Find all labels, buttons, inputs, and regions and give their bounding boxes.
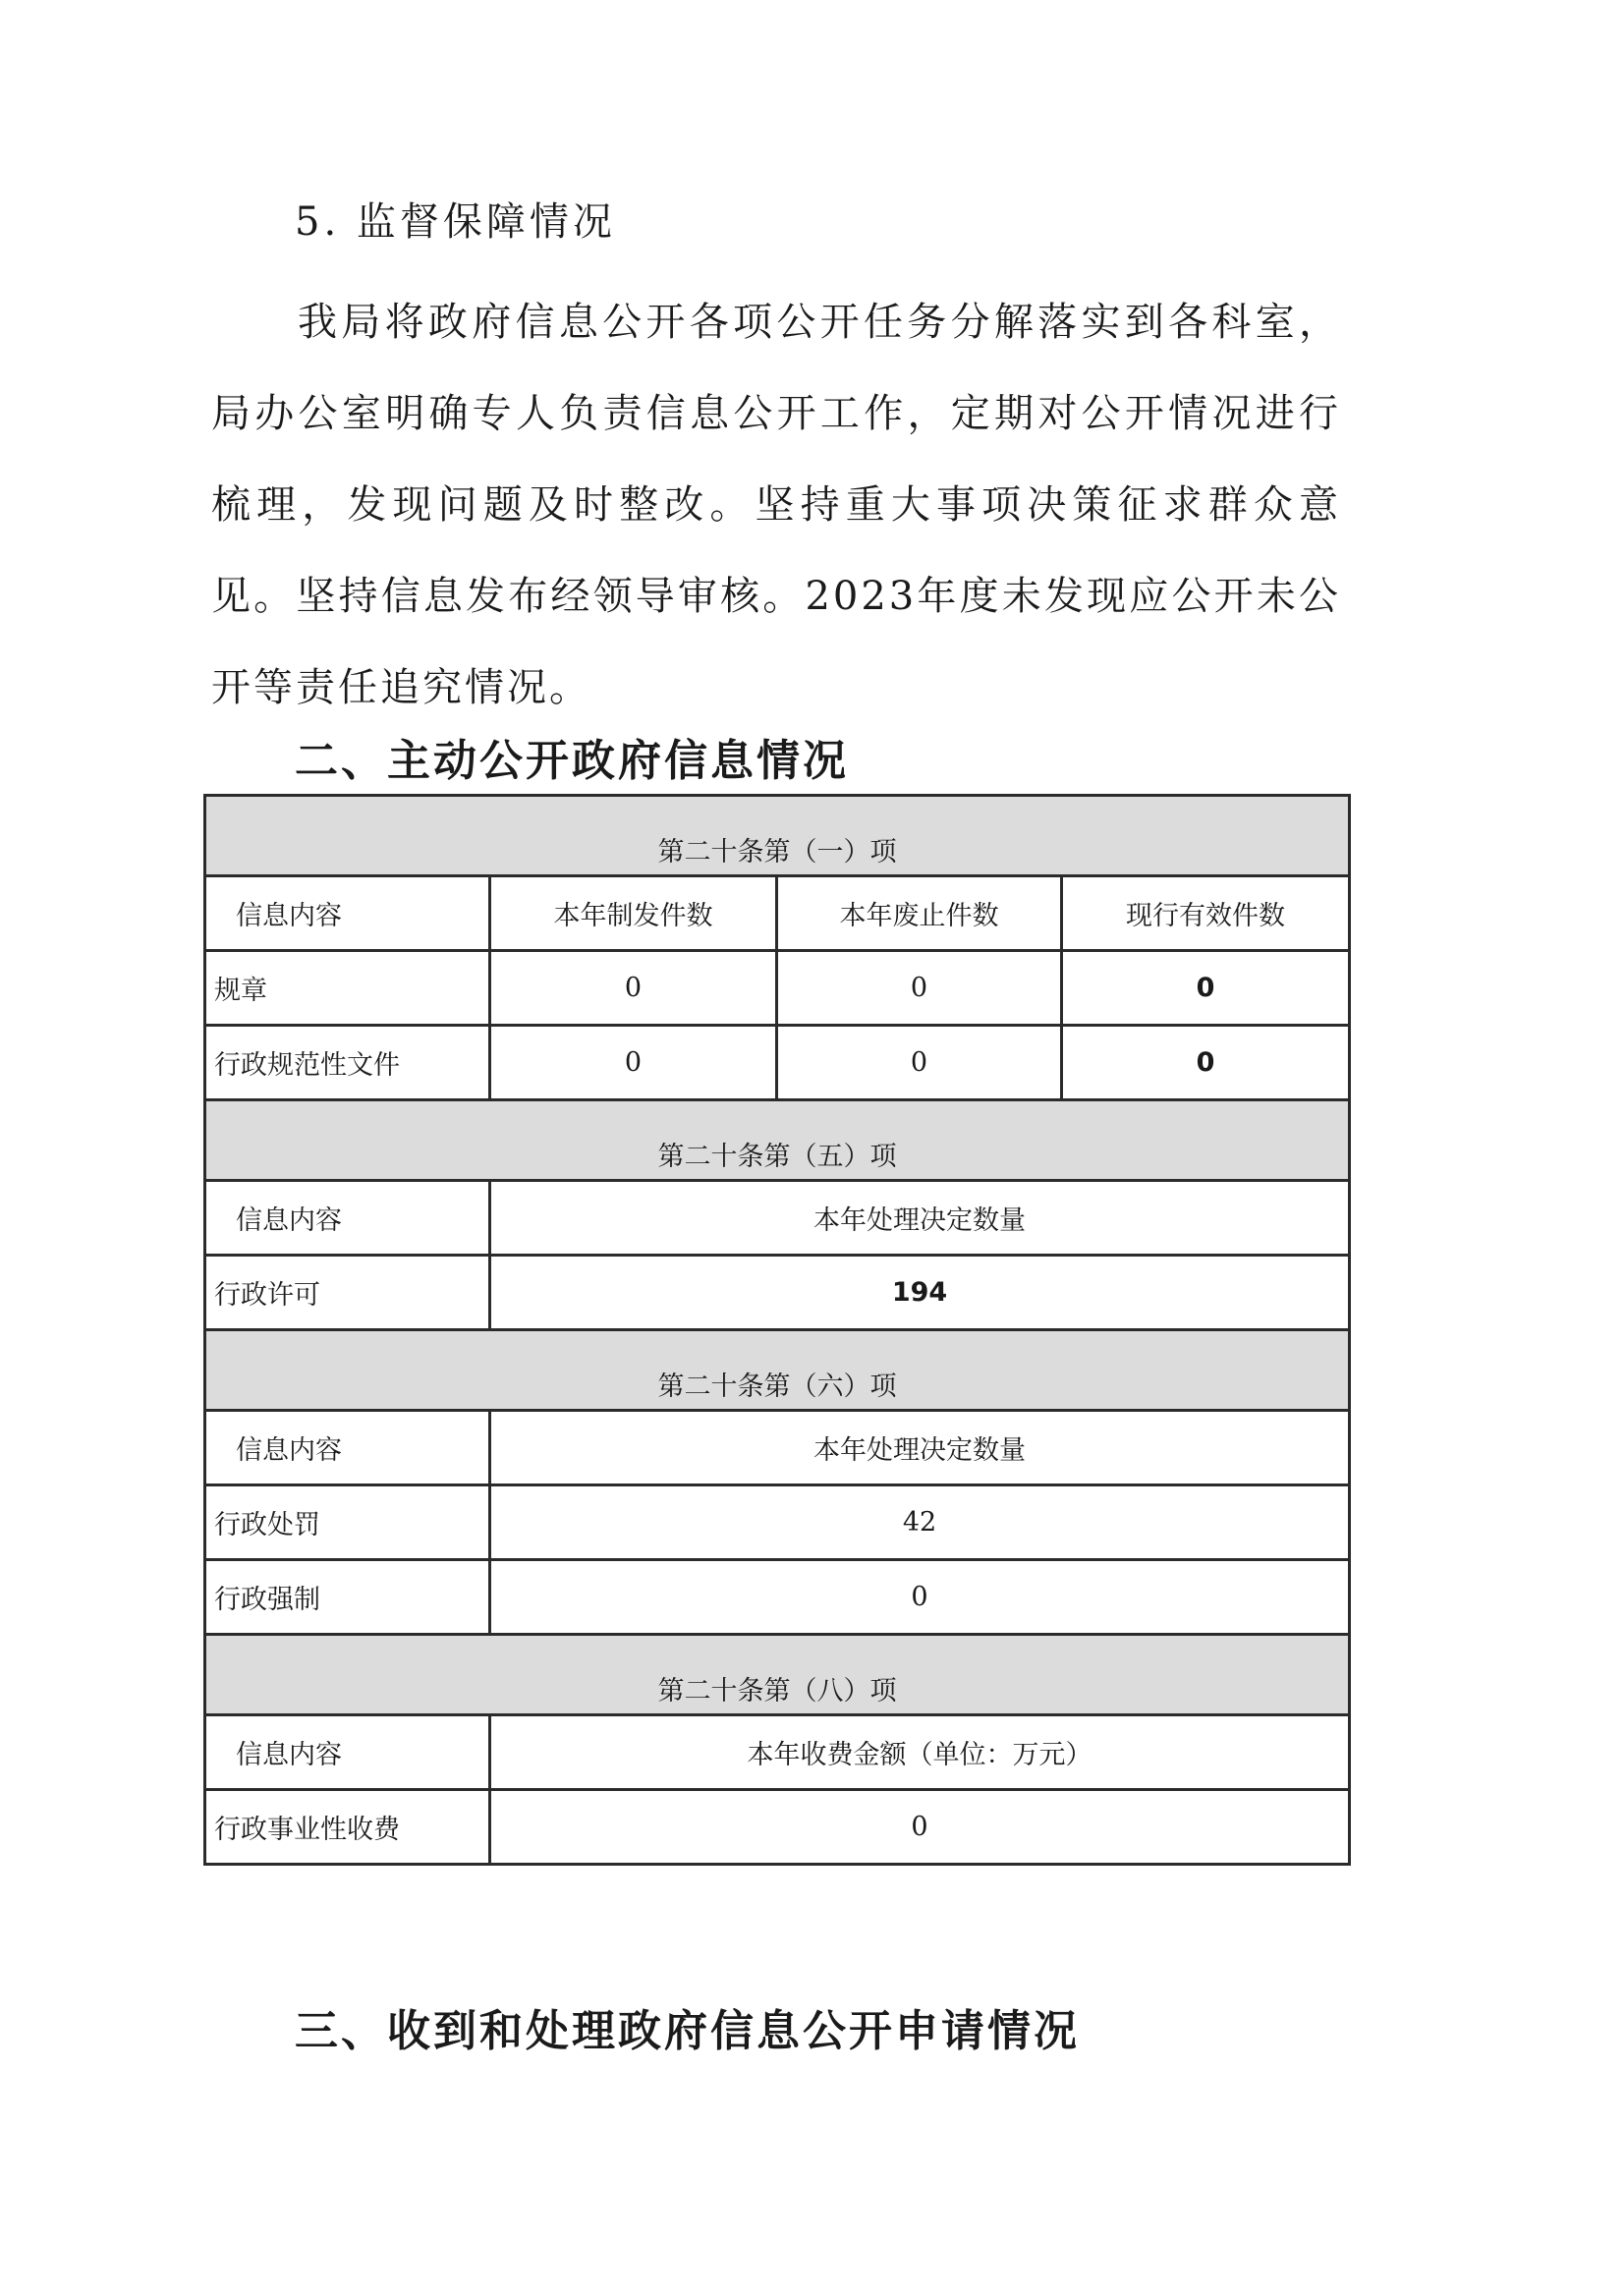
column-header: 本年处理决定数量 xyxy=(490,1411,1350,1485)
table-cell: 0 xyxy=(1062,1026,1350,1100)
table-cell: 0 xyxy=(490,951,777,1026)
section-heading: 5. 监督保障情况 xyxy=(295,199,616,245)
table-cell: 0 xyxy=(490,1790,1350,1865)
table-cell: 42 xyxy=(490,1485,1350,1560)
row-label: 行政事业性收费 xyxy=(205,1790,490,1865)
row-label: 行政规范性文件 xyxy=(205,1026,490,1100)
table-row xyxy=(205,1485,1350,1560)
column-header: 信息内容 xyxy=(205,1181,490,1256)
table-section-row xyxy=(205,796,1350,876)
row-label: 行政处罚 xyxy=(205,1485,490,1560)
table-header-row xyxy=(205,1181,1350,1256)
table-row xyxy=(205,1560,1350,1635)
row-label: 规章 xyxy=(205,951,490,1026)
row-label: 行政许可 xyxy=(205,1256,490,1330)
part-heading-2: 二、主动公开政府信息情况 xyxy=(295,736,849,786)
table-cell: 0 xyxy=(1062,951,1350,1026)
column-header: 信息内容 xyxy=(205,1715,490,1790)
table-cell: 0 xyxy=(777,1026,1062,1100)
table-header-row xyxy=(205,1411,1350,1485)
table-section-row xyxy=(205,1100,1350,1181)
table-header-row xyxy=(205,876,1350,951)
table-row xyxy=(205,1790,1350,1865)
section-title: 第二十条第（一）项 xyxy=(205,796,1350,876)
table-cell: 194 xyxy=(490,1256,1350,1330)
table-section-row xyxy=(205,1330,1350,1411)
column-header: 信息内容 xyxy=(205,876,490,951)
column-header: 本年制发件数 xyxy=(490,876,777,951)
column-header: 本年废止件数 xyxy=(777,876,1062,951)
table-header-row xyxy=(205,1715,1350,1790)
table-cell: 0 xyxy=(777,951,1062,1026)
column-header: 本年收费金额（单位：万元） xyxy=(490,1715,1350,1790)
table-row xyxy=(205,1026,1350,1100)
table-cell: 0 xyxy=(490,1560,1350,1635)
column-header: 现行有效件数 xyxy=(1062,876,1350,951)
table-section-row xyxy=(205,1635,1350,1715)
section-title: 第二十条第（六）项 xyxy=(205,1330,1350,1411)
part-heading-3: 三、收到和处理政府信息公开申请情况 xyxy=(295,2006,1080,2056)
row-label: 行政强制 xyxy=(205,1560,490,1635)
table-row xyxy=(205,951,1350,1026)
proactive-disclosure-table xyxy=(203,794,1351,1866)
section-title: 第二十条第（八）项 xyxy=(205,1635,1350,1715)
column-header: 本年处理决定数量 xyxy=(490,1181,1350,1256)
table-row xyxy=(205,1256,1350,1330)
section-title: 第二十条第（五）项 xyxy=(205,1100,1350,1181)
body-paragraph: 我局将政府信息公开各项公开任务分解落实到各科室，局办公室明确专人负责信息公开工作，定期对公开情况进行梳理，发现问题及时整改。坚持重大事项决策征求群众意见。坚持信息发布经领导审核。2023年度未发现应公开未公开等责任追究情况。 xyxy=(211,300,1341,710)
column-header: 信息内容 xyxy=(205,1411,490,1485)
table-cell: 0 xyxy=(490,1026,777,1100)
